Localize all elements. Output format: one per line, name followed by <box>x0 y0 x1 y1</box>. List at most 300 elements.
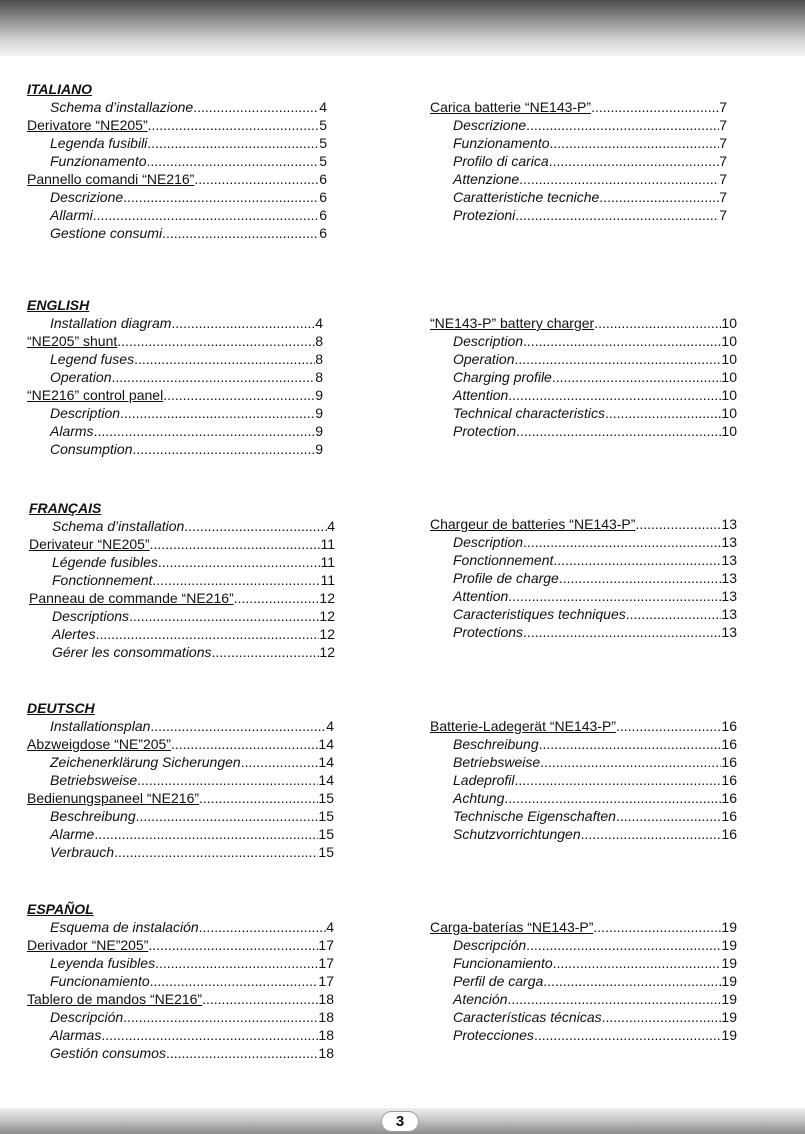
toc-entry-title: Caracteristiques techniques <box>453 606 626 622</box>
dot-leader <box>129 607 319 625</box>
toc-entry-title: Achtung <box>453 790 505 806</box>
toc-page-number: 9 <box>315 441 323 457</box>
toc-entry-title: “NE205” shunt <box>27 333 118 349</box>
toc-subentry <box>430 954 737 972</box>
section-espanol <box>27 900 334 1062</box>
toc-page-number: 19 <box>721 919 737 935</box>
dot-leader <box>114 843 318 861</box>
toc-page-number: 6 <box>319 207 327 223</box>
toc-page-number: 18 <box>318 1045 334 1061</box>
toc-entry-title: Fonctionnement <box>52 572 153 588</box>
dot-leader <box>120 404 315 422</box>
toc-right-list <box>430 717 737 843</box>
dot-leader <box>148 116 320 134</box>
toc-entry-title: Charging profile <box>453 369 552 385</box>
toc-entry-title: Installation diagram <box>50 315 172 331</box>
toc-subentry <box>27 1044 334 1062</box>
section-italiano <box>27 80 327 242</box>
dot-leader <box>150 717 326 735</box>
toc-entry-title: Alarme <box>50 826 95 842</box>
dot-leader <box>508 587 721 605</box>
toc-page-number: 4 <box>327 518 335 534</box>
toc-chapter-entry <box>430 98 727 116</box>
toc-entry-title: Attenzione <box>453 171 520 187</box>
toc-entry-title: “NE216” control panel <box>27 387 164 403</box>
toc-page-number: 13 <box>721 588 737 604</box>
toc-subentry <box>430 134 727 152</box>
toc-page-number: 12 <box>319 608 335 624</box>
toc-subentry <box>29 643 335 661</box>
toc-subentry <box>430 116 727 134</box>
dot-leader <box>526 936 721 954</box>
toc-subentry <box>29 517 335 535</box>
dot-leader <box>605 404 721 422</box>
toc-chapter-entry <box>27 990 334 1008</box>
toc-page-number: 19 <box>721 937 737 953</box>
toc-page-number: 9 <box>315 423 323 439</box>
toc-page-number: 12 <box>319 644 335 660</box>
toc-entry-title: Carga-baterías “NE143-P” <box>430 919 594 935</box>
toc-subentry <box>430 735 737 753</box>
dot-leader <box>163 386 315 404</box>
toc-subentry <box>430 332 737 350</box>
dot-leader <box>101 1026 318 1044</box>
toc-entry-title: Description <box>453 534 524 550</box>
dot-leader <box>136 807 319 825</box>
toc-chapter-entry <box>27 170 327 188</box>
dot-leader <box>199 918 327 936</box>
toc-page-number: 7 <box>719 117 727 133</box>
dot-leader <box>147 152 320 170</box>
toc-entry-title: Alertes <box>52 626 96 642</box>
toc-subentry <box>27 152 327 170</box>
toc-page-number: 11 <box>320 554 335 570</box>
toc-entry-title: Legenda fusibili <box>50 135 148 151</box>
toc-subentry <box>430 972 737 990</box>
toc-entry-title: Beschreibung <box>453 736 539 752</box>
toc-entry-title: Légende fusibles <box>52 554 158 570</box>
toc-entry-title: Consumption <box>50 441 133 457</box>
toc-entry-title: Caratteristiche tecniche <box>453 189 600 205</box>
toc-subentry <box>27 98 327 116</box>
toc-entry-title: Betriebsweise <box>50 772 138 788</box>
dot-leader <box>515 206 719 224</box>
toc-subentry <box>27 771 334 789</box>
toc-entry-title: Alarms <box>50 423 94 439</box>
toc-entry-title: Descripción <box>453 937 527 953</box>
toc-chapter-entry <box>27 386 323 404</box>
toc-page-number: 5 <box>319 153 327 169</box>
dot-leader <box>96 625 320 643</box>
toc-page-number: 16 <box>721 808 737 824</box>
toc-entry-title: Protecciones <box>453 1027 534 1043</box>
toc-entry-title: Beschreibung <box>50 808 136 824</box>
toc-entry-title: Descrizione <box>453 117 527 133</box>
toc-page-number: 19 <box>721 1009 737 1025</box>
section-english <box>27 296 323 458</box>
toc-subentry <box>430 825 737 843</box>
toc-subentry <box>430 1008 737 1026</box>
section-espanol-right <box>430 918 737 1044</box>
section-deutsch <box>27 699 334 861</box>
dot-leader <box>550 134 720 152</box>
toc-entry-title: Ladeprofil <box>453 772 515 788</box>
toc-chapter-entry <box>27 789 334 807</box>
toc-subentry <box>27 134 327 152</box>
toc-chapter-entry <box>29 589 335 607</box>
toc-subentry <box>27 314 323 332</box>
toc-page-number: 16 <box>721 754 737 770</box>
toc-subentry <box>430 404 737 422</box>
toc-entry-title: Attention <box>453 588 509 604</box>
toc-page-number: 6 <box>319 225 327 241</box>
dot-leader <box>150 535 321 553</box>
toc-page-number: 10 <box>721 315 737 331</box>
toc-chapter-entry <box>430 717 737 735</box>
toc-page-number: 17 <box>318 955 334 971</box>
dot-leader <box>202 990 318 1008</box>
toc-page-number: 6 <box>319 189 327 205</box>
toc-entry-title: Profilo di carica <box>453 153 549 169</box>
dot-leader <box>171 314 315 332</box>
dot-leader <box>540 753 721 771</box>
toc-subentry <box>27 440 323 458</box>
toc-page-number: 13 <box>721 570 737 586</box>
toc-left-list <box>27 314 323 458</box>
toc-entry-title: Descriptions <box>52 608 130 624</box>
dot-leader <box>519 170 719 188</box>
toc-entry-title: Installationsplan <box>50 718 151 734</box>
toc-page-number: 15 <box>318 808 334 824</box>
toc-page-number: 19 <box>721 973 737 989</box>
toc-page-number: 15 <box>318 790 334 806</box>
toc-subentry <box>430 422 737 440</box>
dot-leader <box>150 972 319 990</box>
toc-page-number: 13 <box>721 534 737 550</box>
toc-page-number: 8 <box>315 369 323 385</box>
toc-page-number: 7 <box>719 135 727 151</box>
toc-subentry <box>430 152 727 170</box>
toc-entry-title: Derivateur “NE205” <box>29 536 150 552</box>
toc-subentry <box>27 1008 334 1026</box>
toc-entry-title: Description <box>50 405 121 421</box>
toc-subentry <box>430 533 737 551</box>
toc-subentry <box>27 843 334 861</box>
dot-leader <box>148 936 318 954</box>
toc-entry-title: Derivatore “NE205” <box>27 117 148 133</box>
toc-page-number: 13 <box>721 552 737 568</box>
section-deutsch-right <box>430 717 737 843</box>
section-heading: ITALIANO <box>27 81 93 97</box>
dot-leader <box>158 553 321 571</box>
toc-right-list <box>430 515 737 641</box>
toc-page-number: 10 <box>721 351 737 367</box>
dot-leader <box>199 789 318 807</box>
toc-left-list <box>27 717 334 861</box>
toc-page-number: 16 <box>721 790 737 806</box>
toc-page-number: 4 <box>326 718 334 734</box>
toc-entry-title: Technical characteristics <box>453 405 605 421</box>
dot-leader <box>507 990 721 1008</box>
toc-page-number: 8 <box>315 333 323 349</box>
toc-page-number: 18 <box>318 991 334 1007</box>
toc-entry-title: Leyenda fusibles <box>50 955 156 971</box>
toc-page-number: 13 <box>721 516 737 532</box>
dot-leader <box>212 643 320 661</box>
toc-subentry <box>430 170 727 188</box>
toc-subentry <box>27 350 323 368</box>
section-francais <box>29 499 335 661</box>
toc-subentry <box>27 404 323 422</box>
dot-leader <box>523 332 721 350</box>
toc-entry-title: Legend fuses <box>50 351 135 367</box>
toc-page-number: 7 <box>719 171 727 187</box>
toc-entry-title: Gérer les consommations <box>52 644 212 660</box>
toc-page-number: 6 <box>319 171 327 187</box>
toc-page-number: 15 <box>318 844 334 860</box>
toc-page-number: 4 <box>319 99 327 115</box>
toc-entry-title: Abzweigdose “NE”205” <box>27 736 171 752</box>
toc-page-number: 19 <box>721 955 737 971</box>
toc-page-number: 5 <box>319 117 327 133</box>
section-heading: ENGLISH <box>27 297 90 313</box>
dot-leader <box>504 789 721 807</box>
dot-leader <box>117 332 315 350</box>
toc-page-number: 7 <box>719 99 727 115</box>
toc-entry-title: Perfil de carga <box>453 973 544 989</box>
toc-left-list <box>27 918 334 1062</box>
dot-leader <box>241 753 319 771</box>
toc-subentry <box>430 587 737 605</box>
toc-entry-title: Descrizione <box>50 189 124 205</box>
toc-page-number: 18 <box>318 1027 334 1043</box>
dot-leader <box>93 206 319 224</box>
dot-leader <box>635 515 721 533</box>
toc-subentry <box>29 553 335 571</box>
toc-page-number: 5 <box>319 135 327 151</box>
toc-page-number: 10 <box>721 405 737 421</box>
toc-entry-title: Funzionamento <box>50 153 147 169</box>
section-heading: FRANÇAIS <box>29 500 102 516</box>
dot-leader <box>152 571 320 589</box>
section-english-right <box>430 314 737 440</box>
dot-leader <box>184 517 327 535</box>
dot-leader <box>137 771 318 789</box>
toc-entry-title: Operation <box>453 351 515 367</box>
toc-subentry <box>430 990 737 1008</box>
toc-chapter-entry <box>29 535 335 553</box>
toc-entry-title: Esquema de instalación <box>50 919 199 935</box>
toc-entry-title: Gestión consumos <box>50 1045 166 1061</box>
toc-page-number: 7 <box>719 153 727 169</box>
dot-leader <box>543 972 721 990</box>
toc-page-number: 17 <box>318 937 334 953</box>
toc-chapter-entry <box>430 515 737 533</box>
dot-leader <box>111 368 315 386</box>
dot-leader <box>549 152 720 170</box>
toc-page-number: 12 <box>319 626 335 642</box>
toc-entry-title: Alarmas <box>50 1027 102 1043</box>
toc-entry-title: Derivador “NE”205” <box>27 937 149 953</box>
toc-entry-title: Atención <box>453 991 508 1007</box>
dot-leader <box>616 807 721 825</box>
dot-leader <box>553 551 721 569</box>
toc-subentry <box>430 206 727 224</box>
toc-subentry <box>430 807 737 825</box>
toc-page-number: 12 <box>319 590 335 606</box>
toc-entry-title: Operation <box>50 369 112 385</box>
toc-entry-title: Descripción <box>50 1009 124 1025</box>
toc-page-number: 10 <box>721 369 737 385</box>
toc-subentry <box>27 368 323 386</box>
toc-page-number: 8 <box>315 351 323 367</box>
toc-page-number: 17 <box>318 973 334 989</box>
toc-page-number: 16 <box>721 772 737 788</box>
toc-entry-title: Schutzvorrichtungen <box>453 826 581 842</box>
dot-leader <box>552 368 722 386</box>
toc-entry-title: “NE143-P” battery charger <box>430 315 595 331</box>
dot-leader <box>559 569 722 587</box>
toc-entry-title: Características técnicas <box>453 1009 602 1025</box>
toc-entry-title: Zeichenerklärung Sicherungen <box>50 754 241 770</box>
dot-leader <box>147 134 319 152</box>
toc-subentry <box>29 607 335 625</box>
toc-entry-title: Protection <box>453 423 517 439</box>
toc-page-number: 7 <box>719 189 727 205</box>
toc-page-number: 14 <box>318 754 334 770</box>
toc-page-number: 19 <box>721 1027 737 1043</box>
dot-leader <box>155 954 318 972</box>
toc-page-number: 16 <box>721 718 737 734</box>
toc-entry-title: Protections <box>453 624 524 640</box>
toc-subentry <box>27 918 334 936</box>
dot-leader <box>553 954 722 972</box>
toc-entry-title: Bedienungspaneel “NE216” <box>27 790 200 806</box>
toc-subentry <box>430 936 737 954</box>
dot-leader <box>581 825 722 843</box>
toc-page-number: 10 <box>721 387 737 403</box>
section-heading: ESPAÑOL <box>27 901 94 917</box>
toc-entry-title: Schema d’installazione <box>50 99 194 115</box>
toc-entry-title: Attention <box>453 387 509 403</box>
dot-leader <box>539 735 722 753</box>
toc-right-list <box>430 98 727 224</box>
dot-leader <box>133 440 316 458</box>
toc-entry-title: Fonctionnement <box>453 552 554 568</box>
toc-entry-title: Protezioni <box>453 207 516 223</box>
toc-subentry <box>430 605 737 623</box>
toc-entry-title: Allarmi <box>50 207 93 223</box>
toc-chapter-entry <box>27 735 334 753</box>
toc-left-list <box>27 98 327 242</box>
toc-subentry <box>430 771 737 789</box>
toc-entry-title: Betriebsweise <box>453 754 541 770</box>
toc-entry-title: Profile de charge <box>453 570 559 586</box>
toc-entry-title: Tablero de mandos “NE216” <box>27 991 203 1007</box>
toc-page-number: 16 <box>721 826 737 842</box>
toc-subentry <box>430 551 737 569</box>
toc-subentry <box>430 188 727 206</box>
dot-leader <box>602 1008 722 1026</box>
toc-entry-title: Gestione consumi <box>50 225 163 241</box>
dot-leader <box>94 825 318 843</box>
toc-subentry <box>27 954 334 972</box>
dot-leader <box>194 170 319 188</box>
toc-left-list <box>29 517 335 661</box>
dot-leader <box>515 771 722 789</box>
toc-subentry <box>430 789 737 807</box>
toc-entry-title: Schema d’installation <box>52 518 185 534</box>
section-heading: DEUTSCH <box>27 700 95 716</box>
toc-page-number: 13 <box>721 606 737 622</box>
toc-subentry <box>27 825 334 843</box>
dot-leader <box>166 1044 318 1062</box>
dot-leader <box>616 717 721 735</box>
toc-page-number: 10 <box>721 333 737 349</box>
toc-subentry <box>430 386 737 404</box>
toc-entry-title: Carica batterie “NE143-P” <box>430 99 592 115</box>
dot-leader <box>514 350 721 368</box>
dot-leader <box>626 605 722 623</box>
toc-entry-title: Technische Eigenschaften <box>453 808 616 824</box>
toc-page-number: 7 <box>719 207 727 223</box>
toc-chapter-entry <box>27 936 334 954</box>
dot-leader <box>123 188 319 206</box>
toc-subentry <box>430 1026 737 1044</box>
toc-page-number: 15 <box>318 826 334 842</box>
dot-leader <box>193 98 319 116</box>
toc-subentry <box>430 569 737 587</box>
dot-leader <box>534 1026 721 1044</box>
header-band <box>0 0 805 56</box>
toc-page-number: 10 <box>721 423 737 439</box>
toc-page-number: 9 <box>315 387 323 403</box>
toc-chapter-entry <box>430 918 737 936</box>
dot-leader <box>591 98 719 116</box>
toc-subentry <box>430 368 737 386</box>
toc-page-number: 14 <box>318 736 334 752</box>
toc-page-number: 11 <box>320 572 335 588</box>
toc-entry-title: Verbrauch <box>50 844 115 860</box>
toc-entry-title: Chargeur de batteries “NE143-P” <box>430 516 636 532</box>
dot-leader <box>593 918 721 936</box>
toc-subentry <box>27 188 327 206</box>
toc-entry-title: Description <box>453 333 524 349</box>
dot-leader <box>523 623 721 641</box>
dot-leader <box>516 422 721 440</box>
toc-chapter-entry <box>27 332 323 350</box>
toc-page-number: 11 <box>320 536 335 552</box>
toc-subentry <box>27 717 334 735</box>
toc-subentry <box>430 623 737 641</box>
dot-leader <box>594 314 721 332</box>
dot-leader <box>162 224 319 242</box>
toc-page-number: 14 <box>318 772 334 788</box>
toc-page-number: 13 <box>721 624 737 640</box>
toc-entry-title: Funzionamento <box>453 135 550 151</box>
toc-entry-title: Batterie-Ladegerät “NE143-P” <box>430 718 616 734</box>
toc-entry-title: Funcionamiento <box>453 955 553 971</box>
toc-subentry <box>27 224 327 242</box>
toc-page-number: 19 <box>721 991 737 1007</box>
toc-subentry <box>27 206 327 224</box>
toc-page-number: 18 <box>318 1009 334 1025</box>
toc-subentry <box>430 350 737 368</box>
toc-subentry <box>27 972 334 990</box>
dot-leader <box>171 735 318 753</box>
dot-leader <box>123 1008 318 1026</box>
dot-leader <box>94 422 316 440</box>
